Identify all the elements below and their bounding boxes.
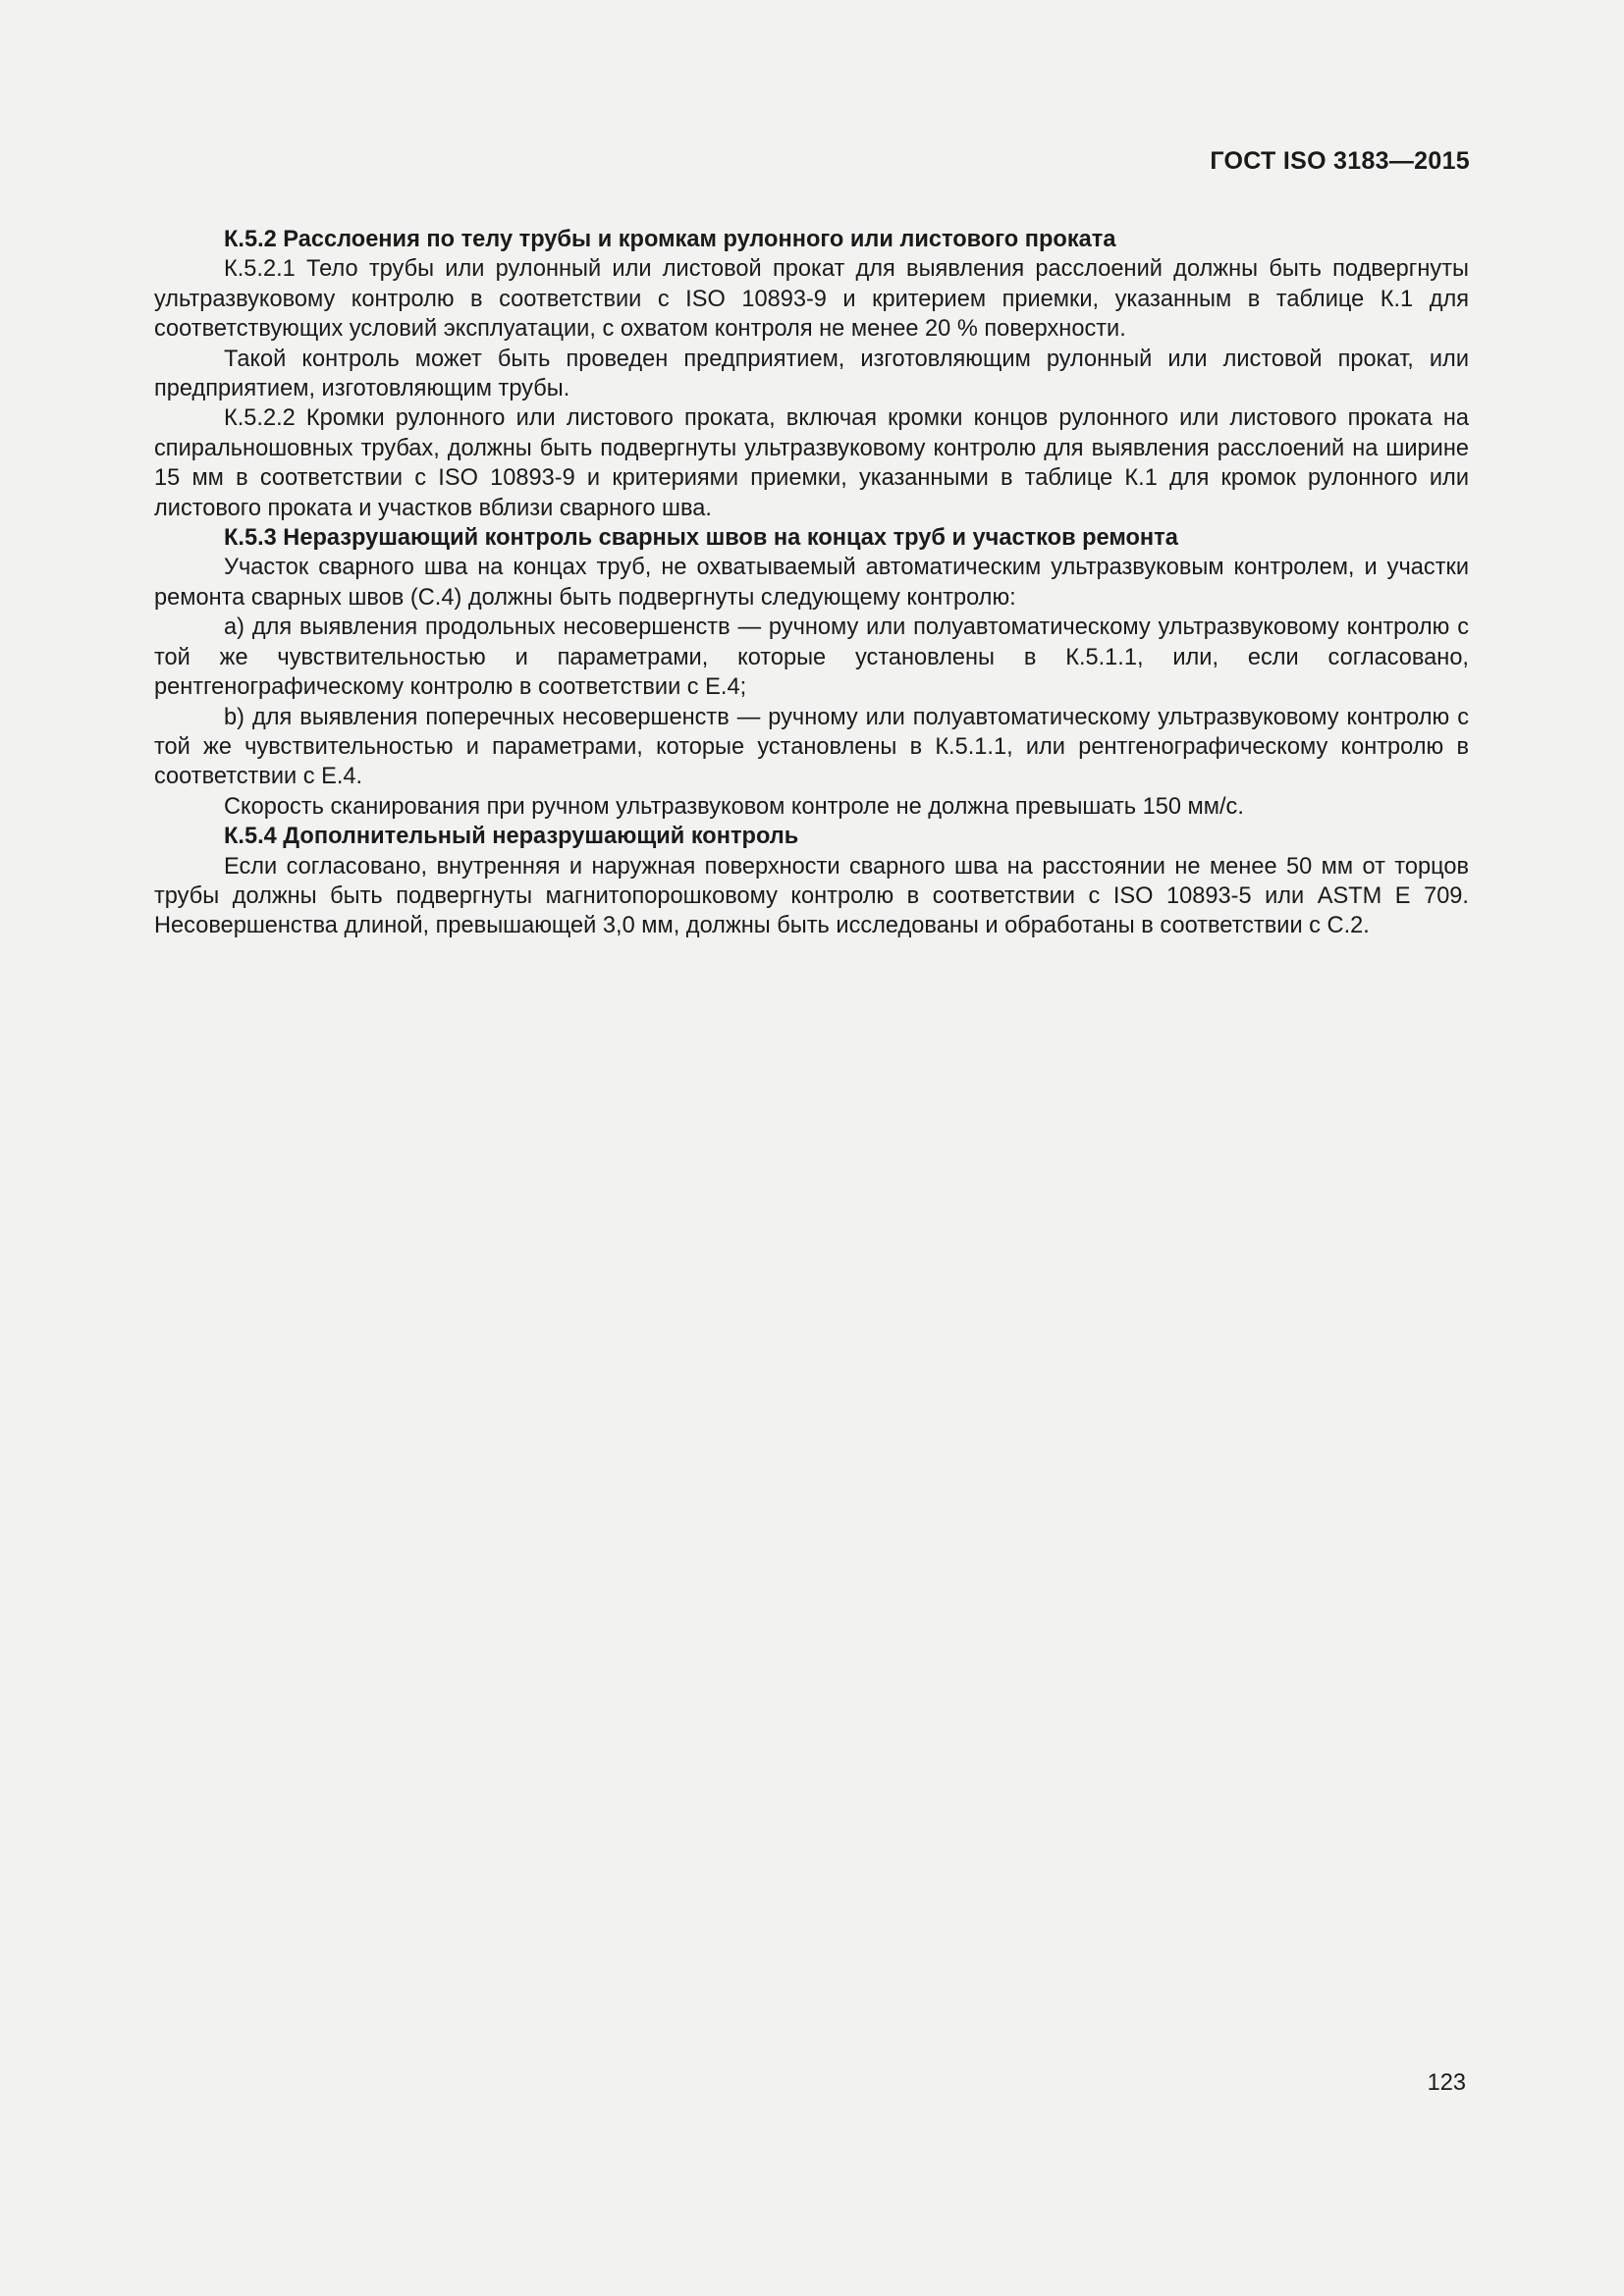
list-item-a: a) для выявления продольных несовершенств — ручному или полуавтоматическому ультразвуковому контролю с той же чувствительностью и параметрами, которые установлены в К.5.1.1, или, если согласовано, рентгенографическому контролю в соответствии с Е.4; xyxy=(154,614,1469,701)
document-body xyxy=(154,225,1469,941)
page-number: 123 xyxy=(1427,2070,1466,2096)
paragraph-control-provider: Такой контроль может быть проведен предприятием, изготовляющим рулонный или листовой прокат, или предприятием, изготовляющим трубы. xyxy=(154,346,1469,402)
paragraph-k53-intro: Участок сварного шва на концах труб, не охватываемый автоматическим ультразвуковым контролем, и участки ремонта сварных швов (С.4) должны быть подвергнуты следующему контролю: xyxy=(154,555,1469,611)
paragraph-scan-speed: Скорость сканирования при ручном ультразвуковом контроле не должна превышать 150 мм/с. xyxy=(224,793,1244,820)
paragraph-k522: К.5.2.2 Кромки рулонного или листового проката, включая кромки концов рулонного или листового проката на спиральношовных трубах, должны быть подвергнуты ультразвуковому контролю для выявления расслоений на ширине 15 мм в соответствии с ISO 10893-9 и критериями приемки, указанными в таблице К.1 для кромок рулонного или листового проката и участков вблизи сварного шва. xyxy=(154,405,1469,521)
section-heading-k53: К.5.3 Неразрушающий контроль сварных швов на концах труб и участков ремонта xyxy=(224,525,1178,552)
paragraph-k521: К.5.2.1 Тело трубы или рулонный или листовой прокат для выявления расслоений должны быть подвергнуты ультразвуковому контролю в соответствии с ISO 10893-9 и критерием приемки, указанным в таблице К.1 для соответствующих условий эксплуатации, с охватом контроля не менее 20 % поверхности. xyxy=(154,256,1469,343)
document-standard-code: ГОСТ ISO 3183—2015 xyxy=(1210,147,1470,175)
section-heading-k54: К.5.4 Дополнительный неразрушающий контроль xyxy=(224,824,799,850)
section-heading-k52: К.5.2 Расслоения по телу трубы и кромкам рулонного или листового проката xyxy=(224,227,1116,252)
list-item-b: b) для выявления поперечных несовершенств — ручному или полуавтоматическому ультразвуковому контролю с той же чувствительностью и параметрами, которые установлены в К.5.1.1, или рентгенографическому контролю в соответствии с Е.4. xyxy=(154,704,1469,790)
paragraph-k54: Если согласовано, внутренняя и наружная поверхности сварного шва на расстоянии не менее 50 мм от торцов трубы должны быть подвергнуты магнитопорошковому контролю в соответствии с ISO 10893-5 или ASTM E 709. Несовершенства длиной, превышающей 3,0 мм, должны быть исследованы и обработаны в соответствии с С.2. xyxy=(154,853,1469,939)
